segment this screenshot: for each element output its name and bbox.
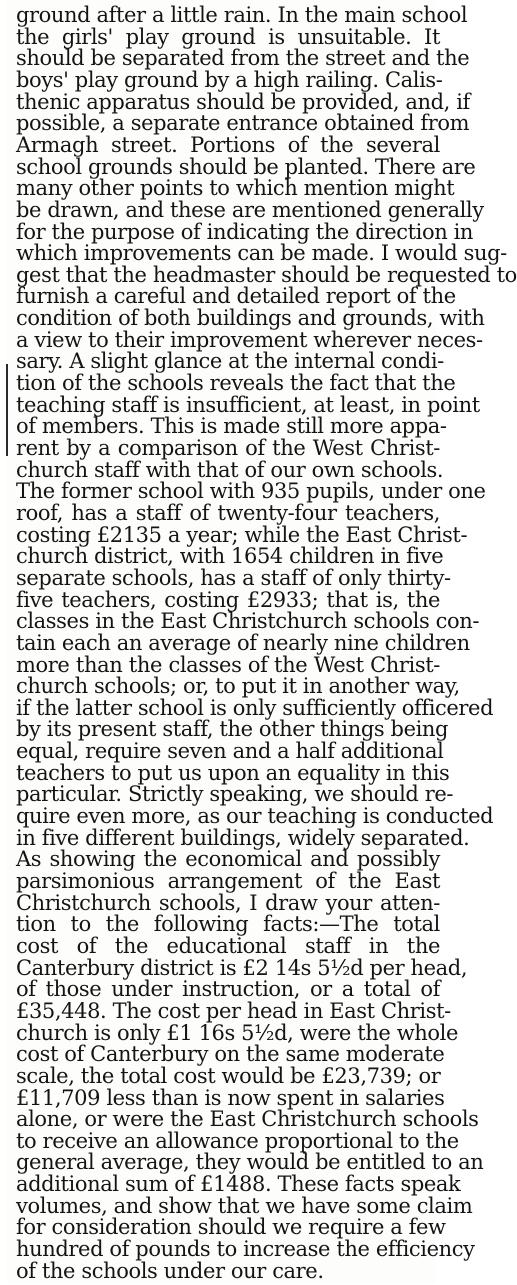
text-line: rent by a comparison of the West Christ- — [16, 436, 440, 460]
text-line: sary. A slight glance at the internal condi- — [16, 349, 444, 374]
text-line: in five different buildings, widely separated. — [16, 825, 470, 850]
text-line: furnish a careful and detailed report of the — [16, 284, 456, 309]
column-margin-rule — [6, 364, 8, 456]
text-line: As showing the economical and possibly — [16, 847, 440, 872]
text-line: general average, they would be entitled to an — [16, 1150, 484, 1175]
text-line: for consideration should we require a few — [16, 1215, 446, 1240]
text-line: of the schools under our care. — [16, 1258, 324, 1283]
text-line: of those under instruction, or a total of — [16, 977, 440, 1002]
text-line: The former school with 935 pupils, under one — [16, 479, 486, 504]
text-line: church is only £1 16s 5½d, were the whole — [16, 1020, 458, 1045]
text-line: church schools; or, to put it in another way, — [16, 674, 460, 699]
text-line: by its present staff, the other things being — [16, 717, 449, 742]
text-line: teachers to put us upon an equality in this — [16, 760, 450, 785]
text-line: a view to their improvement wherever neces- — [16, 327, 483, 352]
text-line: for the purpose of indicating the direction in — [16, 219, 474, 244]
text-line: of members. This is made still more appa- — [16, 414, 447, 439]
text-line: be drawn, and these are mentioned generally — [16, 197, 484, 222]
newspaper-column — [6, 0, 517, 1284]
text-line: teaching staff is insufficient, at least, in point — [16, 392, 480, 417]
text-line: additional sum of £1488. These facts speak — [16, 1172, 461, 1197]
text-line: alone, or were the East Christchurch schools — [16, 1107, 479, 1132]
text-line: tion to the following facts:—The total — [16, 912, 440, 937]
text-line: hundred of pounds to increase the efficiency — [16, 1237, 475, 1262]
text-line: classes in the East Christchurch schools con- — [16, 609, 480, 634]
text-line: separate schools, has a staff of only thirty- — [16, 565, 451, 590]
text-line: school grounds should be planted. There are — [16, 154, 476, 179]
text-line: ground after a little rain. In the main school — [16, 3, 468, 27]
text-line: Armagh street. Portions of the several — [16, 132, 440, 157]
text-line: £11,709 less than is now spent in salaries — [16, 1085, 445, 1110]
text-line: equal, require seven and a half additional — [16, 739, 444, 764]
text-line: roof, has a staff of twenty-four teachers, — [16, 500, 440, 525]
text-line: Christchurch schools, I draw your atten- — [16, 890, 440, 915]
text-line: volumes, and show that we have some claim — [16, 1193, 473, 1218]
text-line: should be separated from the street and the — [16, 46, 470, 71]
text-line: church staff with that of our own schools. — [16, 457, 444, 482]
text-line: boys' play ground by a high railing. Calis- — [16, 67, 443, 92]
text-line: gest that the headmaster should be requested to — [16, 262, 517, 287]
text-line: tain each an average of nearly nine children — [16, 630, 470, 655]
text-line: quire even more, as our teaching is conducted — [16, 804, 494, 829]
text-line: thenic apparatus should be provided, and, if — [16, 89, 470, 114]
text-line: £35,448. The cost per head in East Christ- — [16, 998, 451, 1023]
text-line: five teachers, costing £2933; that is, the — [16, 587, 440, 612]
text-line: to receive an allowance proportional to the — [16, 1128, 459, 1153]
text-line: scale, the total cost would be £23,739; or — [16, 1063, 441, 1088]
text-line: cost of Canterbury on the same moderate — [16, 1042, 445, 1067]
text-line: cost of the educational staff in the — [16, 933, 440, 958]
text-line: if the latter school is only sufficiently officered — [16, 695, 494, 720]
text-line: many other points to which mention might — [16, 176, 455, 201]
text-line: tion of the schools reveals the fact that the — [16, 371, 456, 396]
text-line: which improvements can be made. I would sug- — [16, 241, 507, 266]
text-line: church district, with 1654 children in five — [16, 544, 444, 569]
text-line: condition of both buildings and grounds, with — [16, 306, 485, 331]
text-line: Canterbury district is £2 14s 5½d per head, — [16, 955, 468, 980]
text-line: the girls' play ground is unsuitable. It — [16, 24, 440, 49]
text-line: parsimonious arrangement of the East — [16, 869, 440, 893]
text-line: possible, a separate entrance obtained from — [16, 111, 470, 136]
text-line: particular. Strictly speaking, we should re- — [16, 782, 454, 807]
text-line: costing £2135 a year; while the East Christ- — [16, 522, 468, 547]
text-line: more than the classes of the West Christ- — [16, 652, 440, 677]
